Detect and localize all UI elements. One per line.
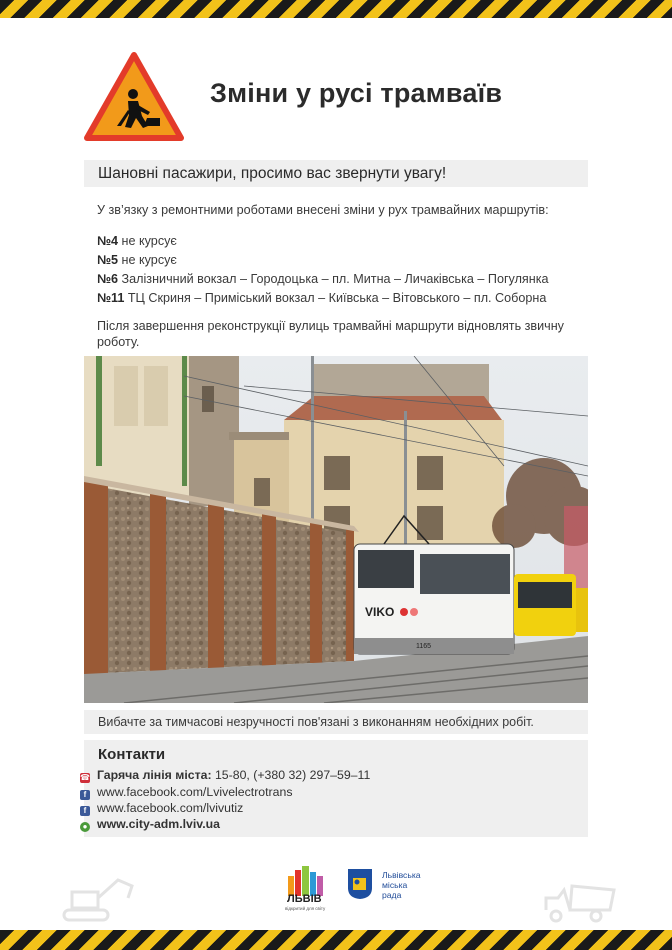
route-item [97, 289, 546, 308]
route-number: №11 [97, 291, 125, 305]
route-description: Залізничний вокзал – Городоцька – пл. Митна – Личаківська – Погулянка [121, 272, 549, 286]
after-reconstruction-text: Після завершення реконструкції вулиць трамвайні маршрути відновлять звичну роботу. [97, 319, 564, 349]
contacts-title: Контакти [98, 746, 166, 763]
route-number: №4 [97, 234, 119, 248]
hotline-row [80, 768, 370, 783]
svg-text:VIKO: VIKO [365, 605, 395, 619]
apology-text: Вибачте за тимчасові незручності пов'язані з виконанням необхідних робіт. [98, 715, 534, 729]
facebook-link-1[interactable] [80, 785, 292, 800]
apology-panel [84, 710, 588, 734]
svg-text:1165: 1165 [416, 643, 432, 650]
route-item [97, 270, 549, 289]
dump-truck-icon [542, 880, 618, 924]
facebook-icon: f [80, 806, 90, 816]
phone-icon: ☎ [80, 773, 90, 782]
road-works-sign-icon [84, 52, 184, 142]
subtitle-panel [84, 160, 588, 187]
hotline-value: 15-80, (+380 32) 297–59–11 [214, 768, 371, 782]
route-item [97, 251, 177, 270]
facebook-link-2[interactable] [80, 801, 243, 816]
facebook-link-1-text[interactable]: www.facebook.com/Lvivelectrotrans [97, 785, 293, 799]
tram-street-photo [84, 356, 588, 703]
lviv-logo-text: ЛЬВІВ [287, 893, 322, 905]
route-description: ТЦ Скриня – Приміський вокзал – Київська – Вітовського – пл. Соборна [127, 291, 547, 305]
subtitle-text: Шановні пасажири, просимо вас звернути увагу! [98, 165, 447, 182]
website-link-text[interactable]: www.city-adm.lviv.ua [97, 817, 221, 831]
intro-text: У зв’язку з ремонтними роботами внесені зміни у рух трамвайних маршрутів: [97, 203, 549, 217]
route-number: №6 [97, 272, 119, 286]
hotline-label: Гаряча лінія міста: [97, 768, 212, 782]
city-council-label [382, 870, 421, 900]
facebook-icon: f [80, 790, 90, 800]
route-description: не курсує [121, 234, 177, 248]
facebook-link-2-text[interactable]: www.facebook.com/lvivutiz [97, 801, 244, 815]
page-title: Зміни у русі трамваїв [210, 78, 503, 108]
website-link[interactable] [80, 817, 220, 832]
route-number: №5 [97, 253, 119, 267]
city-council-line: Львівська [382, 870, 421, 880]
top-warning-stripe [0, 0, 672, 18]
route-item [97, 232, 177, 251]
globe-icon: ● [80, 822, 90, 832]
route-description: не курсує [121, 253, 177, 267]
lviv-logo-tagline: відкритий для світу [285, 906, 326, 911]
excavator-icon [58, 872, 138, 924]
city-council-line: рада [382, 890, 402, 900]
lviv-coat-of-arms-icon [347, 868, 373, 900]
bottom-warning-stripe [0, 930, 672, 950]
city-council-line: міська [382, 880, 408, 890]
